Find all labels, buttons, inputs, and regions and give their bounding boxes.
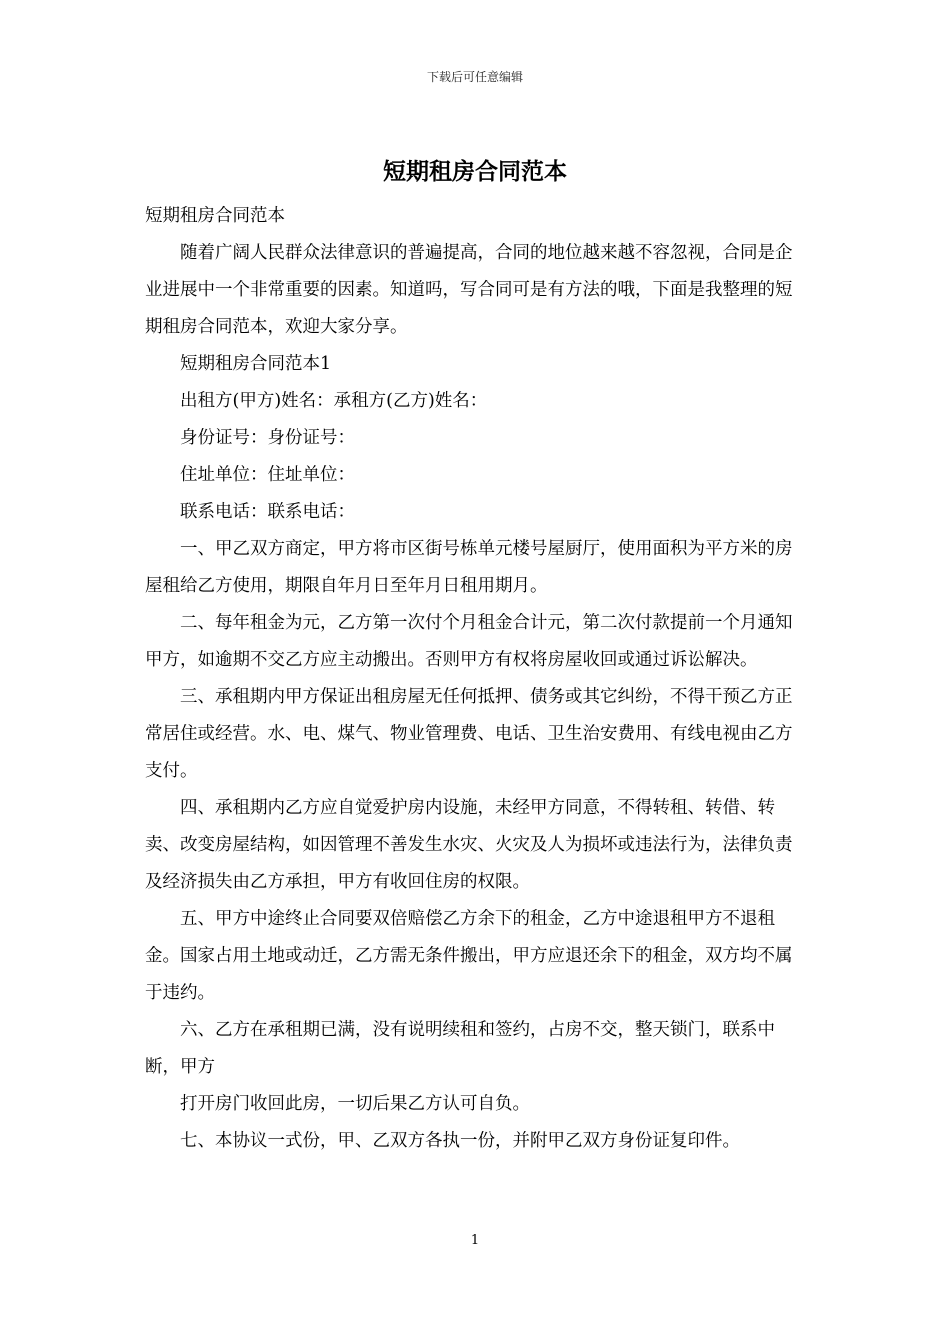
clause-1: 一、甲乙双方商定，甲方将市区街号栋单元楼号屋厨厅，使用面积为平方米的房屋租给乙方使用，期限自年月日至年月日租用期月。: [145, 539, 793, 596]
clause-5: 五、甲方中途终止合同要双倍赔偿乙方余下的租金，乙方中途退租甲方不退租金。国家占用土地或动迁，乙方需无条件搬出，甲方应退还余下的租金，双方均不属于违约。: [145, 909, 793, 1003]
intro-paragraph: 随着广阔人民群众法律意识的普遍提高，合同的地位越来越不容忽视，合同是企业进展中一个非常重要的因素。知道吗，写合同可是有方法的哦，下面是我整理的短期租房合同范本，欢迎大家分享。: [145, 243, 793, 337]
clause-6-continued: 打开房门收回此房，一切后果乙方认可自负。: [180, 1094, 530, 1114]
page-header-note: 下载后可任意编辑: [426, 70, 523, 84]
page-number: 1: [470, 1233, 480, 1248]
party-name-line: 出租方(甲方)姓名：承租方(乙方)姓名：: [180, 391, 488, 411]
phone-line: 联系电话：联系电话：: [180, 502, 355, 522]
id-number-line: 身份证号：身份证号：: [180, 428, 355, 448]
document-body: [145, 198, 808, 1160]
clause-6: 六、乙方在承租期已满，没有说明续租和签约，占房不交，整天锁门，联系中断，甲方: [145, 1020, 775, 1077]
address-line: 住址单位：住址单位：: [180, 465, 355, 485]
subtitle-paragraph: 短期租房合同范本: [145, 206, 285, 226]
clause-2: 二、每年租金为元，乙方第一次付个月租金合计元，第二次付款提前一个月通知甲方，如逾期不交乙方应主动搬出。否则甲方有权将房屋收回或通过诉讼解决。: [145, 613, 793, 670]
clause-3: 三、承租期内甲方保证出租房屋无任何抵押、债务或其它纠纷，不得干预乙方正常居住或经营。水、电、煤气、物业管理费、电话、卫生治安费用、有线电视由乙方支付。: [145, 687, 793, 781]
clause-4: 四、承租期内乙方应自觉爱护房内设施，未经甲方同意，不得转租、转借、转卖、改变房屋结构，如因管理不善发生水灾、火灾及人为损坏或违法行为，法律负责及经济损失由乙方承担，甲方有收回住房的权限。: [145, 798, 793, 892]
section-heading: 短期租房合同范本1: [180, 354, 332, 374]
document-title: 短期租房合同范本: [383, 158, 567, 185]
clause-7: 七、本协议一式份，甲、乙双方各执一份，并附甲乙双方身份证复印件。: [180, 1131, 740, 1151]
